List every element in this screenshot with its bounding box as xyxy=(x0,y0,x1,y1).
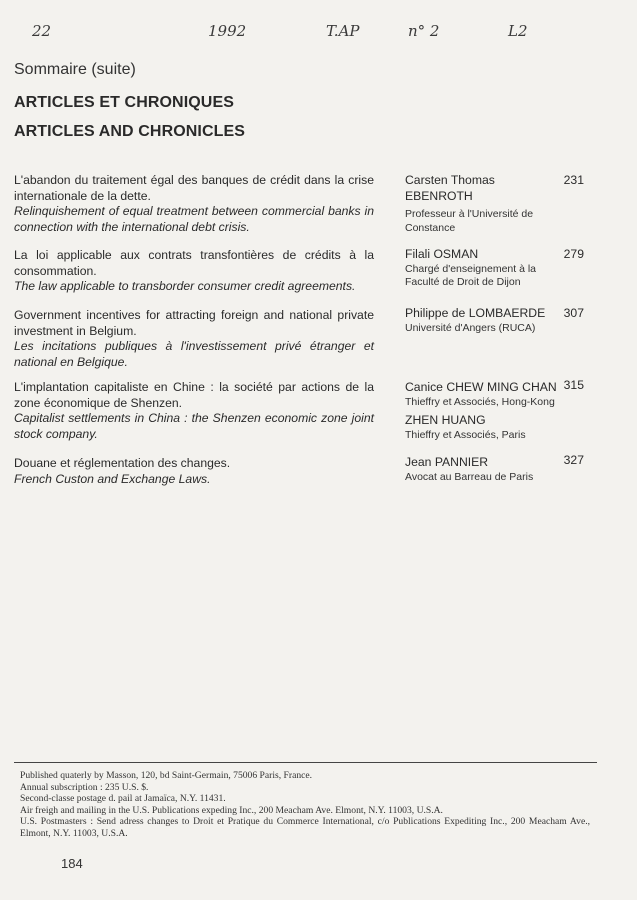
handwritten-note: L2 xyxy=(508,22,528,40)
publication-footer xyxy=(20,770,590,840)
author-affiliation: Thieffry et Associés, Hong-Kong xyxy=(405,395,555,408)
toc-entry xyxy=(14,456,374,487)
entry-title-en: The law applicable to transborder consumer credit agreements. xyxy=(14,279,356,293)
entry-title-fr: L'abandon du traitement égal des banques de crédit dans la crise internationale de la dette. xyxy=(14,173,374,203)
author-affiliation: Thieffry et Associés, Paris xyxy=(405,428,526,441)
entry-author xyxy=(405,173,565,235)
entry-title-fr: Douane et réglementation des changes. xyxy=(14,456,231,470)
entry-title-fr: La loi applicable aux contrats transfontières de crédits à la consommation. xyxy=(14,248,374,278)
handwritten-notes xyxy=(0,14,637,54)
toc-entry xyxy=(14,380,374,442)
entry-title-fr: L'implantation capitaliste en Chine : la société par actions de la zone économique de Shenzen. xyxy=(14,380,374,410)
handwritten-note: 22 xyxy=(32,22,52,40)
author-affiliation: Université d'Angers (RUCA) xyxy=(405,321,536,334)
handwritten-note: n° 2 xyxy=(408,22,440,40)
footer-line: Published quaterly by Masson, 120, bd Saint-Germain, 75006 Paris, France. xyxy=(20,770,313,781)
toc-entry xyxy=(14,173,374,235)
entry-page: 279 xyxy=(563,247,584,261)
entry-page: 327 xyxy=(563,453,584,467)
author-name: Filali OSMAN xyxy=(405,247,479,261)
author-name: Jean PANNIER xyxy=(405,455,489,469)
entry-page: 315 xyxy=(563,378,584,392)
entry-page: 231 xyxy=(563,173,584,187)
entry-title-en: Les incitations publiques à l'investissement privé étranger et national en Belgique. xyxy=(14,339,374,369)
footer-line: Second-classe postage d. pail at Jamaïca, N.Y. 11431. xyxy=(20,793,226,805)
footer-line: Annual subscription : 235 U.S. $. xyxy=(20,781,149,793)
author-name: ZHEN HUANG xyxy=(405,413,486,427)
page-number: 184 xyxy=(61,856,83,871)
author-affiliation: Chargé d'enseignement à la Faculté de Droit de Dijon xyxy=(405,262,537,288)
entry-author xyxy=(405,247,565,290)
entry-title-en: Relinquishement of equal treatment between commercial banks in connection with the international debt crisis. xyxy=(14,204,374,234)
footer-line: Air freigh and mailing in the U.S. Publications expeding Inc., 200 Meacham Ave. Elmont, N.Y. 11003, U.S.A. xyxy=(20,804,443,816)
entry-title-en: Capitalist settlements in China : the Shenzen economic zone joint stock company. xyxy=(14,411,374,441)
author-name: Philippe de LOMBAERDE xyxy=(405,306,546,320)
entry-page: 307 xyxy=(563,306,584,320)
entry-author xyxy=(405,455,565,484)
toc-entry xyxy=(14,248,374,295)
author-affiliation: Avocat au Barreau de Paris xyxy=(405,470,534,483)
author-name: Canice CHEW MING CHAN xyxy=(405,380,557,394)
section-title-fr: ARTICLES ET CHRONIQUES xyxy=(14,94,234,111)
entry-author xyxy=(405,380,565,409)
section-title-en: ARTICLES AND CHRONICLES xyxy=(14,123,246,140)
handwritten-note: 1992 xyxy=(208,22,247,40)
toc-entry xyxy=(14,308,374,370)
entry-title-en: French Custon and Exchange Laws. xyxy=(14,471,211,486)
handwritten-note: T.AP xyxy=(326,22,360,40)
sommaire-heading: Sommaire (suite) xyxy=(14,61,136,78)
entry-title-fr: Government incentives for attracting foreign and national private investment in Belgium. xyxy=(14,308,374,338)
author-affiliation: Professeur à l'Université de Constance xyxy=(405,208,534,234)
footer-rule xyxy=(14,762,597,763)
author-name: Carsten Thomas EBENROTH xyxy=(405,173,495,203)
entry-author xyxy=(405,413,565,442)
footer-line: U.S. Postmasters : Send adress changes to Droit et Pratique du Commerce International, c/o Publications Expediting Inc., 200 Meacham Ave., Elmont, N.Y. 11003, U.S.A. xyxy=(20,816,590,839)
entry-author xyxy=(405,306,565,335)
